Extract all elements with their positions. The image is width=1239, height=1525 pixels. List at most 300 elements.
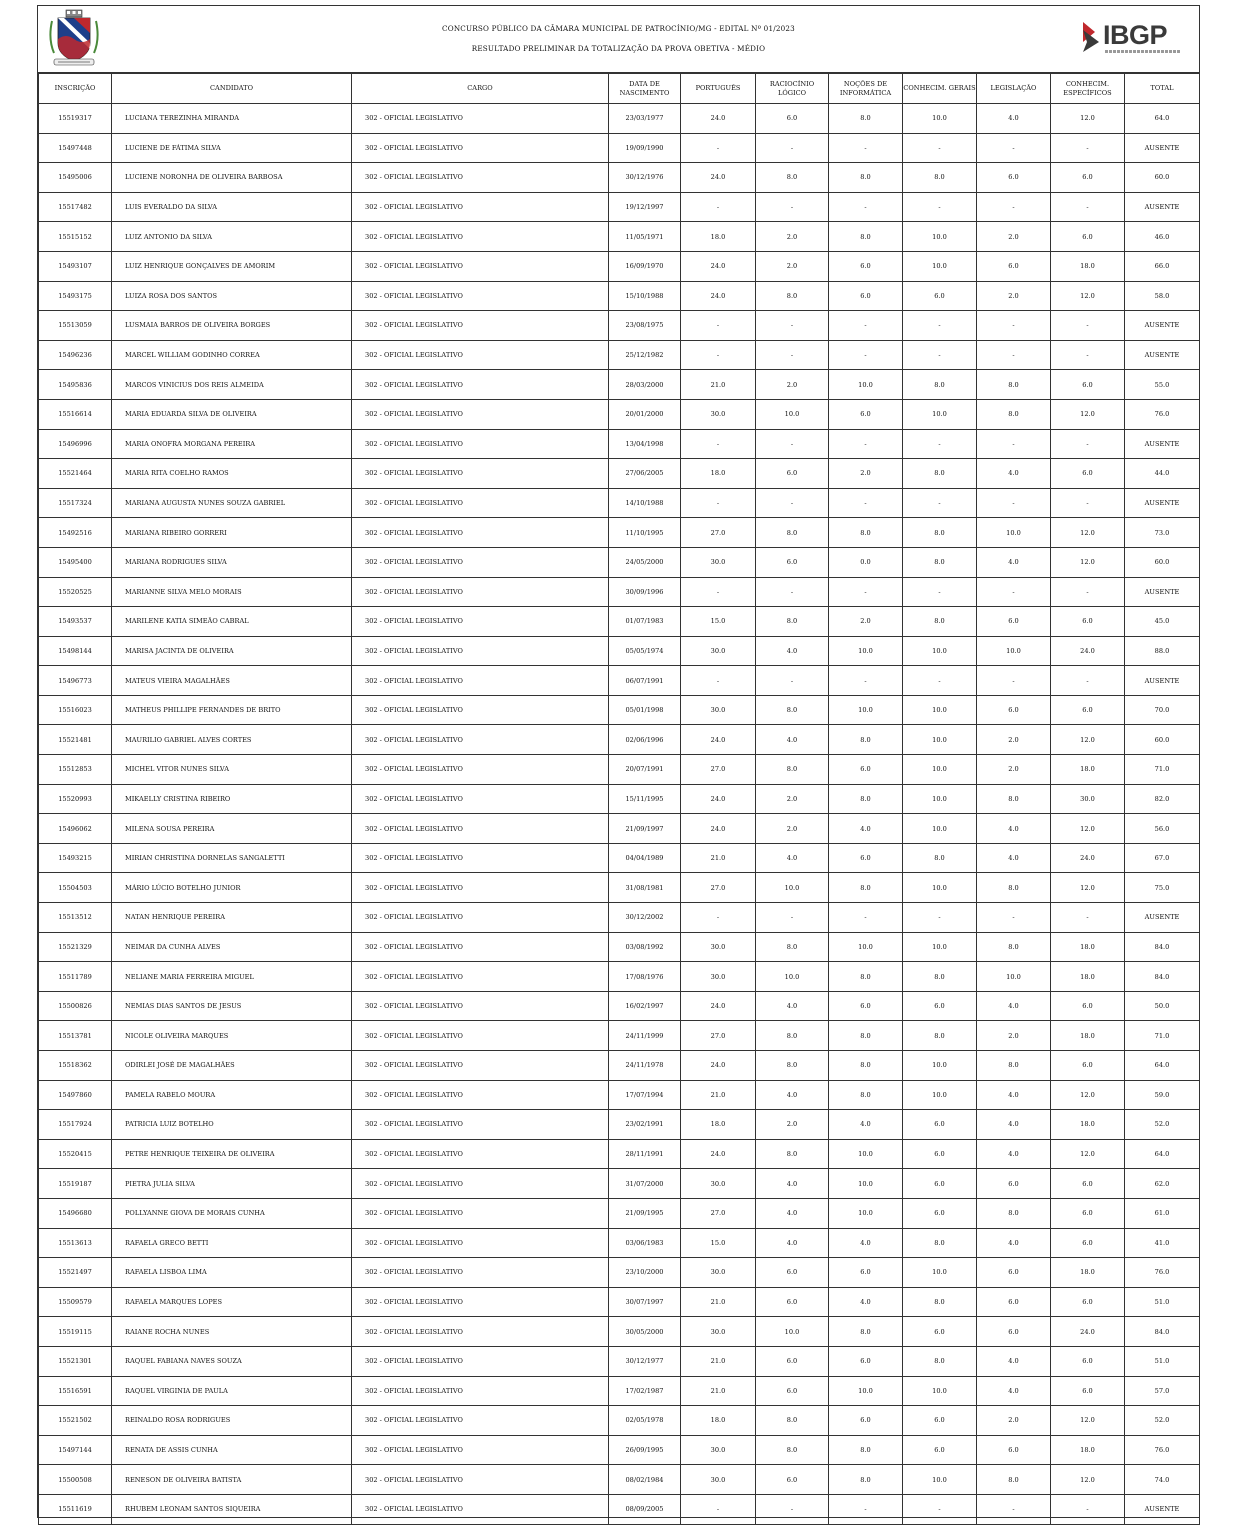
data-nascimento-cell: 17/02/1987 <box>609 1376 681 1406</box>
raciocinio-cell: 6.0 <box>756 1465 829 1495</box>
conhecim-gerais-cell: 6.0 <box>903 991 977 1021</box>
legislacao-cell: 6.0 <box>977 607 1051 637</box>
informatica-cell: 8.0 <box>829 1435 903 1465</box>
conhecim-gerais-cell: 6.0 <box>903 1169 977 1199</box>
total-cell: 56.0 <box>1125 814 1200 844</box>
conhecim-gerais-cell: - <box>903 577 977 607</box>
municipal-crest-icon <box>48 9 100 69</box>
candidato-cell: RAQUEL FABIANA NAVES SOUZA <box>112 1346 352 1376</box>
candidato-cell: LUCIENE NORONHA DE OLIVEIRA BARBOSA <box>112 163 352 193</box>
conhecim-gerais-cell: - <box>903 488 977 518</box>
informatica-cell: 2.0 <box>829 607 903 637</box>
cargo-cell: 302 - OFICIAL LEGISLATIVO <box>352 577 609 607</box>
portugues-cell: 21.0 <box>681 1287 756 1317</box>
logo-tagline-decoration <box>1105 50 1181 53</box>
portugues-cell: 21.0 <box>681 1346 756 1376</box>
cargo-cell: 302 - OFICIAL LEGISLATIVO <box>352 311 609 341</box>
table-row <box>39 1169 1200 1199</box>
portugues-cell: 30.0 <box>681 695 756 725</box>
raciocinio-cell: 8.0 <box>756 1051 829 1081</box>
candidato-cell: LUIS EVERALDO DA SILVA <box>112 192 352 222</box>
especificos-cell: 24.0 <box>1051 843 1125 873</box>
informatica-cell: 2.0 <box>829 459 903 489</box>
data-nascimento-cell: 05/05/1974 <box>609 636 681 666</box>
table-row <box>39 311 1200 341</box>
candidato-cell: MARILENE KATIA SIMEÃO CABRAL <box>112 607 352 637</box>
legislacao-cell: 8.0 <box>977 784 1051 814</box>
col-nocoes-informatica-header: NOÇÕES DE INFORMÁTICA <box>829 74 903 104</box>
inscricao-cell: 15520415 <box>39 1139 112 1169</box>
raciocinio-cell: - <box>756 577 829 607</box>
informatica-cell: 6.0 <box>829 843 903 873</box>
data-nascimento-cell: 21/09/1995 <box>609 1198 681 1228</box>
portugues-cell: 30.0 <box>681 1317 756 1347</box>
candidato-cell: MIKAELLY CRISTINA RIBEIRO <box>112 784 352 814</box>
conhecim-gerais-cell: 8.0 <box>903 1287 977 1317</box>
especificos-cell: 18.0 <box>1051 1435 1125 1465</box>
legislacao-cell: 4.0 <box>977 547 1051 577</box>
inscricao-cell: 15521481 <box>39 725 112 755</box>
table-row <box>39 1198 1200 1228</box>
legislacao-cell: 2.0 <box>977 1021 1051 1051</box>
inscricao-cell: 15521497 <box>39 1258 112 1288</box>
especificos-cell: 18.0 <box>1051 962 1125 992</box>
inscricao-cell: 15516591 <box>39 1376 112 1406</box>
conhecim-gerais-cell: 8.0 <box>903 607 977 637</box>
portugues-cell: 30.0 <box>681 1169 756 1199</box>
data-nascimento-cell: 08/02/1984 <box>609 1465 681 1495</box>
legislacao-cell: 4.0 <box>977 104 1051 134</box>
raciocinio-cell: 6.0 <box>756 1346 829 1376</box>
data-nascimento-cell: 23/08/1975 <box>609 311 681 341</box>
total-cell: 64.0 <box>1125 104 1200 134</box>
portugues-cell: - <box>681 429 756 459</box>
data-nascimento-cell: 31/08/1981 <box>609 873 681 903</box>
portugues-cell: 18.0 <box>681 1110 756 1140</box>
cargo-cell: 302 - OFICIAL LEGISLATIVO <box>352 429 609 459</box>
data-nascimento-cell: 21/09/1997 <box>609 814 681 844</box>
legislacao-cell: - <box>977 488 1051 518</box>
col-data-nascimento-header: DATA DE NASCIMENTO <box>609 74 681 104</box>
legislacao-cell: 10.0 <box>977 962 1051 992</box>
raciocinio-cell: 4.0 <box>756 725 829 755</box>
data-nascimento-cell: 15/10/1988 <box>609 281 681 311</box>
especificos-cell: 6.0 <box>1051 607 1125 637</box>
table-row <box>39 814 1200 844</box>
data-nascimento-cell: 30/09/1996 <box>609 577 681 607</box>
inscricao-cell: 15517482 <box>39 192 112 222</box>
portugues-cell: 30.0 <box>681 1435 756 1465</box>
total-cell: 59.0 <box>1125 1080 1200 1110</box>
legislacao-cell: 6.0 <box>977 1317 1051 1347</box>
page-header <box>38 6 1199 73</box>
cargo-cell: 302 - OFICIAL LEGISLATIVO <box>352 192 609 222</box>
table-row <box>39 1435 1200 1465</box>
cargo-cell: 302 - OFICIAL LEGISLATIVO <box>352 1376 609 1406</box>
portugues-cell: 24.0 <box>681 163 756 193</box>
inscricao-cell: 15495400 <box>39 547 112 577</box>
informatica-cell: 10.0 <box>829 932 903 962</box>
inscricao-cell: 15493175 <box>39 281 112 311</box>
cargo-cell: 302 - OFICIAL LEGISLATIVO <box>352 1139 609 1169</box>
inscricao-cell: 15513781 <box>39 1021 112 1051</box>
cargo-cell: 302 - OFICIAL LEGISLATIVO <box>352 962 609 992</box>
portugues-cell: 27.0 <box>681 1021 756 1051</box>
table-row <box>39 843 1200 873</box>
especificos-cell: 6.0 <box>1051 1198 1125 1228</box>
total-cell: AUSENTE <box>1125 311 1200 341</box>
cargo-cell: 302 - OFICIAL LEGISLATIVO <box>352 636 609 666</box>
raciocinio-cell: 2.0 <box>756 251 829 281</box>
informatica-cell: 6.0 <box>829 1258 903 1288</box>
portugues-cell: 30.0 <box>681 547 756 577</box>
especificos-cell: 18.0 <box>1051 1258 1125 1288</box>
total-cell: 58.0 <box>1125 281 1200 311</box>
inscricao-cell: 15521502 <box>39 1406 112 1436</box>
total-cell: AUSENTE <box>1125 1494 1200 1524</box>
conhecim-gerais-cell: 10.0 <box>903 725 977 755</box>
conhecim-gerais-cell: - <box>903 1494 977 1524</box>
informatica-cell: 6.0 <box>829 1346 903 1376</box>
informatica-cell: 6.0 <box>829 991 903 1021</box>
portugues-cell: 27.0 <box>681 518 756 548</box>
table-row <box>39 1051 1200 1081</box>
conhecim-gerais-cell: 8.0 <box>903 962 977 992</box>
data-nascimento-cell: 17/08/1976 <box>609 962 681 992</box>
table-row <box>39 133 1200 163</box>
portugues-cell: 18.0 <box>681 459 756 489</box>
candidato-cell: LUIZA ROSA DOS SANTOS <box>112 281 352 311</box>
total-cell: 61.0 <box>1125 1198 1200 1228</box>
conhecim-gerais-cell: - <box>903 666 977 696</box>
conhecim-gerais-cell: 10.0 <box>903 222 977 252</box>
portugues-cell: - <box>681 192 756 222</box>
raciocinio-cell: 4.0 <box>756 843 829 873</box>
table-row <box>39 1494 1200 1524</box>
inscricao-cell: 15495836 <box>39 370 112 400</box>
candidato-cell: MILENA SOUSA PEREIRA <box>112 814 352 844</box>
conhecim-gerais-cell: 10.0 <box>903 695 977 725</box>
especificos-cell: 12.0 <box>1051 547 1125 577</box>
candidato-cell: RAQUEL VIRGINIA DE PAULA <box>112 1376 352 1406</box>
especificos-cell: 12.0 <box>1051 399 1125 429</box>
raciocinio-cell: 8.0 <box>756 1139 829 1169</box>
portugues-cell: 21.0 <box>681 1376 756 1406</box>
total-cell: AUSENTE <box>1125 488 1200 518</box>
conhecim-gerais-cell: 10.0 <box>903 814 977 844</box>
cargo-cell: 302 - OFICIAL LEGISLATIVO <box>352 1317 609 1347</box>
especificos-cell: 18.0 <box>1051 1110 1125 1140</box>
conhecim-gerais-cell: 10.0 <box>903 251 977 281</box>
informatica-cell: 8.0 <box>829 873 903 903</box>
table-row <box>39 784 1200 814</box>
total-cell: 44.0 <box>1125 459 1200 489</box>
raciocinio-cell: - <box>756 488 829 518</box>
total-cell: 60.0 <box>1125 163 1200 193</box>
inscricao-cell: 15504503 <box>39 873 112 903</box>
candidato-cell: REINALDO ROSA RODRIGUES <box>112 1406 352 1436</box>
table-row <box>39 281 1200 311</box>
informatica-cell: 8.0 <box>829 784 903 814</box>
raciocinio-cell: - <box>756 133 829 163</box>
cargo-cell: 302 - OFICIAL LEGISLATIVO <box>352 281 609 311</box>
raciocinio-cell: 6.0 <box>756 459 829 489</box>
total-cell: AUSENTE <box>1125 133 1200 163</box>
conhecim-gerais-cell: 10.0 <box>903 104 977 134</box>
portugues-cell: 30.0 <box>681 962 756 992</box>
conhecim-gerais-cell: 6.0 <box>903 281 977 311</box>
inscricao-cell: 15498144 <box>39 636 112 666</box>
cargo-cell: 302 - OFICIAL LEGISLATIVO <box>352 1258 609 1288</box>
cargo-cell: 302 - OFICIAL LEGISLATIVO <box>352 399 609 429</box>
legislacao-cell: 8.0 <box>977 1465 1051 1495</box>
especificos-cell: 6.0 <box>1051 1376 1125 1406</box>
inscricao-cell: 15516023 <box>39 695 112 725</box>
cargo-cell: 302 - OFICIAL LEGISLATIVO <box>352 784 609 814</box>
candidato-cell: MARIANA RIBEIRO GORRERI <box>112 518 352 548</box>
especificos-cell: - <box>1051 311 1125 341</box>
especificos-cell: - <box>1051 192 1125 222</box>
ibgp-logo <box>1081 18 1179 60</box>
data-nascimento-cell: 03/08/1992 <box>609 932 681 962</box>
especificos-cell: 6.0 <box>1051 1228 1125 1258</box>
total-cell: AUSENTE <box>1125 192 1200 222</box>
total-cell: 55.0 <box>1125 370 1200 400</box>
table-row <box>39 903 1200 933</box>
informatica-cell: 8.0 <box>829 1051 903 1081</box>
informatica-cell: - <box>829 488 903 518</box>
col-portugues-header: PORTUGUÊS <box>681 74 756 104</box>
raciocinio-cell: 4.0 <box>756 991 829 1021</box>
especificos-cell: 12.0 <box>1051 873 1125 903</box>
candidato-cell: LUIZ HENRIQUE GONÇALVES DE AMORIM <box>112 251 352 281</box>
raciocinio-cell: 8.0 <box>756 281 829 311</box>
cargo-cell: 302 - OFICIAL LEGISLATIVO <box>352 814 609 844</box>
cargo-cell: 302 - OFICIAL LEGISLATIVO <box>352 1494 609 1524</box>
candidato-cell: MARCEL WILLIAM GODINHO CORREA <box>112 340 352 370</box>
total-cell: 60.0 <box>1125 725 1200 755</box>
inscricao-cell: 15518362 <box>39 1051 112 1081</box>
portugues-cell: 21.0 <box>681 843 756 873</box>
cargo-cell: 302 - OFICIAL LEGISLATIVO <box>352 459 609 489</box>
especificos-cell: 18.0 <box>1051 1021 1125 1051</box>
cargo-cell: 302 - OFICIAL LEGISLATIVO <box>352 1169 609 1199</box>
raciocinio-cell: 10.0 <box>756 399 829 429</box>
total-cell: 45.0 <box>1125 607 1200 637</box>
col-inscricao-header: INSCRIÇÃO <box>39 74 112 104</box>
inscricao-cell: 15493107 <box>39 251 112 281</box>
conhecim-gerais-cell: 6.0 <box>903 1139 977 1169</box>
cargo-cell: 302 - OFICIAL LEGISLATIVO <box>352 991 609 1021</box>
results-sheet <box>37 5 1200 1518</box>
total-cell: 52.0 <box>1125 1110 1200 1140</box>
portugues-cell: - <box>681 133 756 163</box>
inscricao-cell: 15512853 <box>39 755 112 785</box>
informatica-cell: 10.0 <box>829 636 903 666</box>
cargo-cell: 302 - OFICIAL LEGISLATIVO <box>352 104 609 134</box>
portugues-cell: 30.0 <box>681 1465 756 1495</box>
portugues-cell: 30.0 <box>681 636 756 666</box>
table-row <box>39 163 1200 193</box>
legislacao-cell: - <box>977 311 1051 341</box>
especificos-cell: 12.0 <box>1051 281 1125 311</box>
informatica-cell: 4.0 <box>829 1228 903 1258</box>
portugues-cell: 15.0 <box>681 1228 756 1258</box>
total-cell: 66.0 <box>1125 251 1200 281</box>
conhecim-gerais-cell: 6.0 <box>903 1435 977 1465</box>
data-nascimento-cell: 17/07/1994 <box>609 1080 681 1110</box>
informatica-cell: 6.0 <box>829 281 903 311</box>
cargo-cell: 302 - OFICIAL LEGISLATIVO <box>352 1051 609 1081</box>
table-row <box>39 459 1200 489</box>
table-row <box>39 1346 1200 1376</box>
portugues-cell: 30.0 <box>681 1258 756 1288</box>
informatica-cell: 8.0 <box>829 962 903 992</box>
total-cell: 74.0 <box>1125 1465 1200 1495</box>
legislacao-cell: - <box>977 133 1051 163</box>
data-nascimento-cell: 30/05/2000 <box>609 1317 681 1347</box>
candidato-cell: RAFAELA MARQUES LOPES <box>112 1287 352 1317</box>
especificos-cell: 6.0 <box>1051 370 1125 400</box>
especificos-cell: - <box>1051 429 1125 459</box>
especificos-cell: 24.0 <box>1051 1317 1125 1347</box>
data-nascimento-cell: 08/09/2005 <box>609 1494 681 1524</box>
table-row <box>39 607 1200 637</box>
total-cell: 71.0 <box>1125 1021 1200 1051</box>
total-cell: AUSENTE <box>1125 340 1200 370</box>
data-nascimento-cell: 03/06/1983 <box>609 1228 681 1258</box>
conhecim-gerais-cell: 10.0 <box>903 1051 977 1081</box>
legislacao-cell: 2.0 <box>977 1406 1051 1436</box>
candidato-cell: RAFAELA GRECO BETTI <box>112 1228 352 1258</box>
col-conhecim-gerais-header: CONHECIM. GERAIS <box>903 74 977 104</box>
total-cell: 73.0 <box>1125 518 1200 548</box>
informatica-cell: 10.0 <box>829 1198 903 1228</box>
data-nascimento-cell: 04/04/1989 <box>609 843 681 873</box>
conhecim-gerais-cell: 10.0 <box>903 784 977 814</box>
portugues-cell: 24.0 <box>681 1139 756 1169</box>
total-cell: AUSENTE <box>1125 577 1200 607</box>
inscricao-cell: 15492516 <box>39 518 112 548</box>
informatica-cell: 8.0 <box>829 1317 903 1347</box>
inscricao-cell: 15496773 <box>39 666 112 696</box>
inscricao-cell: 15496236 <box>39 340 112 370</box>
portugues-cell: - <box>681 1494 756 1524</box>
ibgp-chevron-icon <box>1081 20 1101 54</box>
raciocinio-cell: - <box>756 1494 829 1524</box>
especificos-cell: 6.0 <box>1051 1346 1125 1376</box>
data-nascimento-cell: 26/09/1995 <box>609 1435 681 1465</box>
cargo-cell: 302 - OFICIAL LEGISLATIVO <box>352 1406 609 1436</box>
legislacao-cell: 8.0 <box>977 1198 1051 1228</box>
legislacao-cell: 4.0 <box>977 843 1051 873</box>
raciocinio-cell: 2.0 <box>756 370 829 400</box>
total-cell: 76.0 <box>1125 1435 1200 1465</box>
inscricao-cell: 15500826 <box>39 991 112 1021</box>
inscricao-cell: 15511789 <box>39 962 112 992</box>
total-cell: 71.0 <box>1125 755 1200 785</box>
cargo-cell: 302 - OFICIAL LEGISLATIVO <box>352 695 609 725</box>
cargo-cell: 302 - OFICIAL LEGISLATIVO <box>352 1287 609 1317</box>
raciocinio-cell: 4.0 <box>756 1198 829 1228</box>
candidato-cell: RHUBEM LEONAM SANTOS SIQUEIRA <box>112 1494 352 1524</box>
data-nascimento-cell: 24/05/2000 <box>609 547 681 577</box>
raciocinio-cell: 8.0 <box>756 932 829 962</box>
conhecim-gerais-cell: - <box>903 311 977 341</box>
data-nascimento-cell: 30/12/2002 <box>609 903 681 933</box>
legislacao-cell: - <box>977 429 1051 459</box>
data-nascimento-cell: 23/10/2000 <box>609 1258 681 1288</box>
raciocinio-cell: 6.0 <box>756 104 829 134</box>
total-cell: 75.0 <box>1125 873 1200 903</box>
legislacao-cell: 4.0 <box>977 991 1051 1021</box>
candidato-cell: MÁRIO LÚCIO BOTELHO JUNIOR <box>112 873 352 903</box>
legislacao-cell: 2.0 <box>977 725 1051 755</box>
raciocinio-cell: 2.0 <box>756 814 829 844</box>
total-cell: 64.0 <box>1125 1051 1200 1081</box>
candidato-cell: ODIRLEI JOSÉ DE MAGALHÃES <box>112 1051 352 1081</box>
especificos-cell: 6.0 <box>1051 695 1125 725</box>
conhecim-gerais-cell: 6.0 <box>903 1198 977 1228</box>
table-row <box>39 991 1200 1021</box>
data-nascimento-cell: 23/02/1991 <box>609 1110 681 1140</box>
cargo-cell: 302 - OFICIAL LEGISLATIVO <box>352 251 609 281</box>
especificos-cell: 18.0 <box>1051 755 1125 785</box>
portugues-cell: - <box>681 340 756 370</box>
inscricao-cell: 15493537 <box>39 607 112 637</box>
data-nascimento-cell: 27/06/2005 <box>609 459 681 489</box>
conhecim-gerais-cell: - <box>903 192 977 222</box>
inscricao-cell: 15513059 <box>39 311 112 341</box>
candidato-cell: MAURILIO GABRIEL ALVES CORTES <box>112 725 352 755</box>
total-cell: 84.0 <box>1125 1317 1200 1347</box>
portugues-cell: 24.0 <box>681 725 756 755</box>
candidato-cell: PETRE HENRIQUE TEIXEIRA DE OLIVEIRA <box>112 1139 352 1169</box>
especificos-cell: 18.0 <box>1051 251 1125 281</box>
total-cell: 76.0 <box>1125 1258 1200 1288</box>
informatica-cell: 6.0 <box>829 251 903 281</box>
candidato-cell: LUCIENE DE FÁTIMA SILVA <box>112 133 352 163</box>
total-cell: AUSENTE <box>1125 903 1200 933</box>
especificos-cell: 6.0 <box>1051 163 1125 193</box>
candidato-cell: RAFAELA LISBOA LIMA <box>112 1258 352 1288</box>
portugues-cell: 21.0 <box>681 1080 756 1110</box>
total-cell: 76.0 <box>1125 399 1200 429</box>
cargo-cell: 302 - OFICIAL LEGISLATIVO <box>352 370 609 400</box>
informatica-cell: 4.0 <box>829 1110 903 1140</box>
legislacao-cell: - <box>977 577 1051 607</box>
inscricao-cell: 15509579 <box>39 1287 112 1317</box>
conhecim-gerais-cell: 10.0 <box>903 1258 977 1288</box>
legislacao-cell: 4.0 <box>977 459 1051 489</box>
legislacao-cell: - <box>977 1494 1051 1524</box>
conhecim-gerais-cell: 8.0 <box>903 370 977 400</box>
data-nascimento-cell: 25/12/1982 <box>609 340 681 370</box>
raciocinio-cell: 10.0 <box>756 873 829 903</box>
data-nascimento-cell: 16/02/1997 <box>609 991 681 1021</box>
candidato-cell: MARIANA RODRIGUES SILVA <box>112 547 352 577</box>
conhecim-gerais-cell: 10.0 <box>903 1465 977 1495</box>
total-cell: 64.0 <box>1125 1139 1200 1169</box>
data-nascimento-cell: 15/11/1995 <box>609 784 681 814</box>
especificos-cell: 30.0 <box>1051 784 1125 814</box>
total-cell: 52.0 <box>1125 1406 1200 1436</box>
inscricao-cell: 15513613 <box>39 1228 112 1258</box>
conhecim-gerais-cell: 10.0 <box>903 1376 977 1406</box>
legislacao-cell: - <box>977 666 1051 696</box>
informatica-cell: - <box>829 133 903 163</box>
inscricao-cell: 15521464 <box>39 459 112 489</box>
